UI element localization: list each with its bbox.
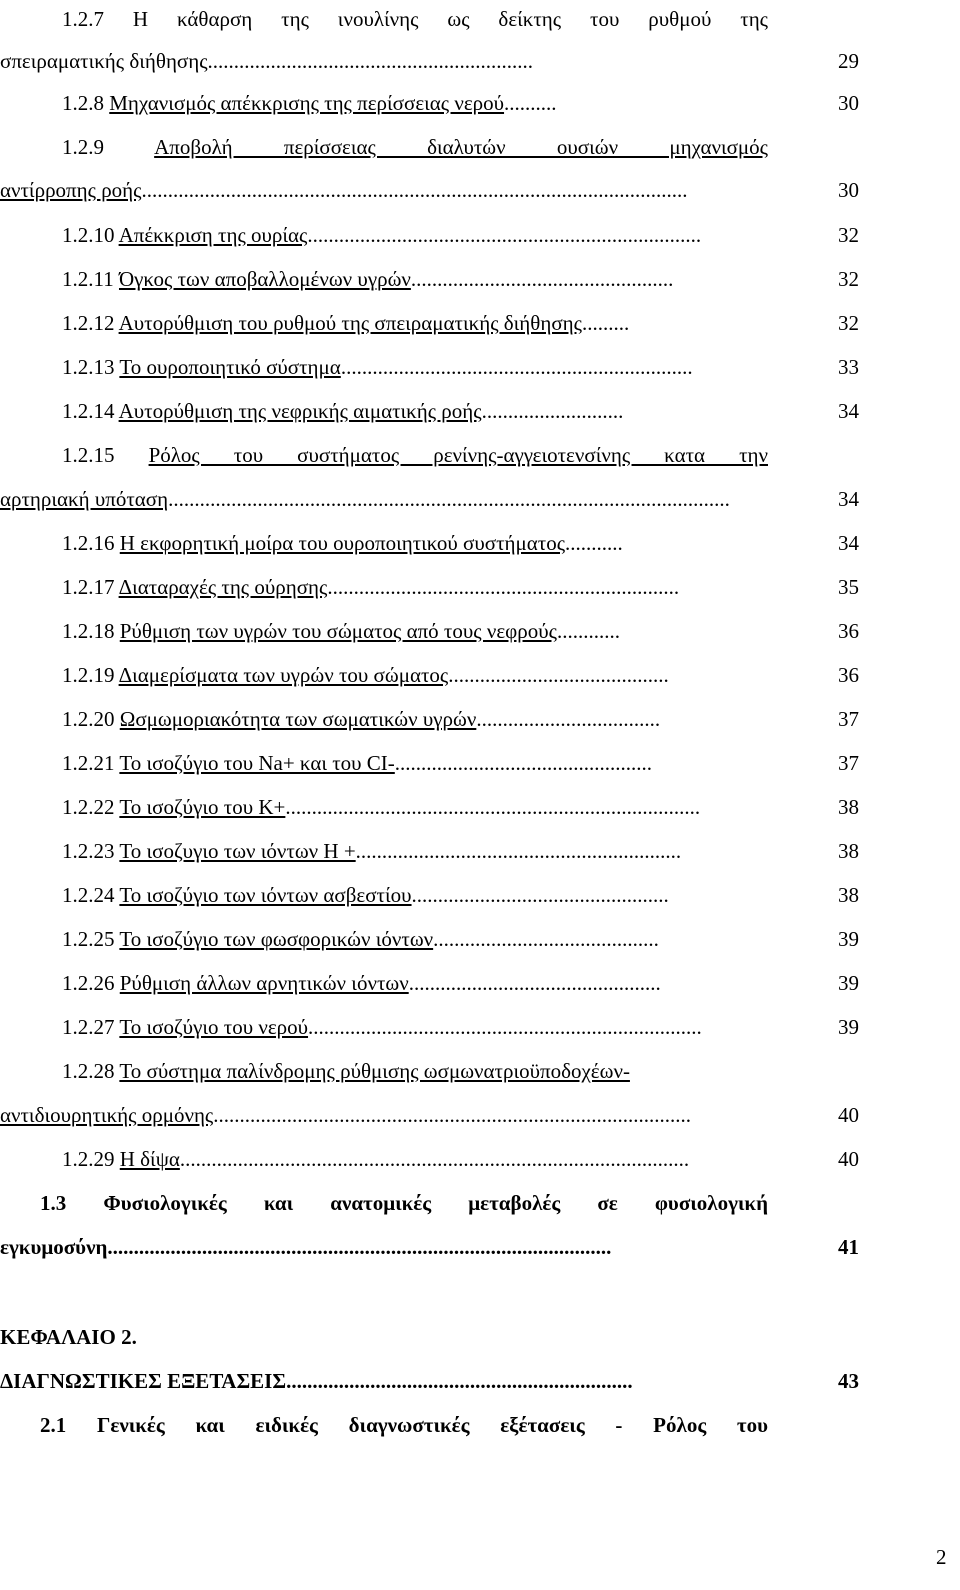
toc-entry-title: Η κάθαρση της ινουλίνης ως δείκτης του ρυθμού της [132, 7, 768, 31]
toc-entry-leader: ................................................ [408, 971, 661, 995]
toc-entry-text [0, 1056, 768, 1086]
toc-entry [0, 484, 960, 514]
toc-entry-number: 1.2.18 [62, 619, 115, 643]
toc-entry [0, 1410, 960, 1440]
toc-entry-text [0, 308, 768, 338]
toc-entry-page: 35 [838, 575, 859, 599]
toc-entry-title: Το ισοζύγιο των φωσφορικών ιόντων [119, 927, 434, 951]
toc-entry [0, 616, 960, 646]
toc-entry-number: 1.2.13 [62, 355, 115, 379]
toc-entry-title: εγκυμοσύνη [0, 1235, 108, 1259]
toc-entry-title: αρτηριακή υπόταση [0, 487, 169, 511]
toc-entry [0, 704, 960, 734]
toc-entry [0, 1100, 960, 1130]
toc-entry-leader: ................................................. [411, 883, 669, 907]
toc-entry-text [0, 924, 768, 954]
toc-entry-page: 32 [838, 311, 859, 335]
toc-entry-title: Φυσιολογικές και ανατομικές μεταβολές σε φυσιολογική [103, 1191, 768, 1215]
toc-entry [0, 88, 960, 118]
toc-entry-text [0, 1232, 768, 1262]
toc-entry-leader: ............................................................................... [285, 795, 701, 819]
toc-entry [0, 4, 960, 34]
toc-entry-page: 41 [838, 1235, 859, 1259]
toc-entry-page: 38 [838, 795, 859, 819]
toc-entry [0, 175, 960, 205]
toc-entry-title: Το ουροποιητικό σύστημα [119, 355, 341, 379]
toc-entry-text [0, 528, 768, 558]
toc-entry-text [0, 264, 768, 294]
toc-entry-number: 1.2.20 [62, 707, 115, 731]
toc-entry [0, 924, 960, 954]
toc-entry [0, 968, 960, 998]
toc-entry-page: 29 [838, 49, 859, 73]
toc-entry-leader: ......... [581, 311, 630, 335]
toc-entry [0, 748, 960, 778]
toc-entry [0, 1366, 960, 1396]
toc-entry-page: 39 [838, 971, 859, 995]
toc-entry-leader: .............................................................. [207, 49, 534, 73]
toc-entry-text [0, 88, 768, 118]
toc-entry-text [0, 1366, 768, 1396]
toc-entry-text [0, 1012, 768, 1042]
toc-entry-page: 43 [838, 1369, 859, 1393]
toc-entry-number: 1.2.28 [62, 1059, 115, 1083]
toc-entry-leader: ........................................................................................................ [141, 178, 688, 202]
toc-entry-leader: ................................................................... [340, 355, 693, 379]
toc-entry-leader: .................................................................. [286, 1369, 633, 1393]
toc-entry-text [0, 484, 768, 514]
toc-entry-number: 1.2.11 [62, 267, 114, 291]
toc-entry [0, 1144, 960, 1174]
toc-entry-title: Διαμερίσματα των υγρών του σώματος [118, 663, 449, 687]
toc-entry-page: 32 [838, 267, 859, 291]
toc-entry-title: αντιδιουρητικής ορμόνης [0, 1103, 214, 1127]
toc-entry [0, 308, 960, 338]
toc-entry-title: Το σύστημα παλίνδρομης ρύθμισης ωσμωνατριοϋποδοχέων- [119, 1059, 630, 1083]
toc-entry-number: 1.2.17 [62, 575, 115, 599]
toc-entry-leader: ................................................................................................. [179, 1147, 690, 1171]
toc-entry-title: Το ισοζύγιο των ιόντων ασβεστίου [119, 883, 412, 907]
toc-entry-page: 34 [838, 531, 859, 555]
toc-entry-text [0, 748, 768, 778]
toc-entry-number: 1.3 [40, 1191, 67, 1215]
toc-entry-page: 37 [838, 707, 859, 731]
toc-entry-text [0, 968, 768, 998]
toc-entry-text [0, 352, 768, 382]
toc-entry [0, 880, 960, 910]
toc-entry-title: Όγκος των αποβαλλομένων υγρών [118, 267, 411, 291]
toc-entry-leader: ........................................................................................................... [168, 487, 730, 511]
toc-entry-text [0, 220, 768, 250]
toc-entry-leader: ........................................... [433, 927, 659, 951]
toc-entry-page: 40 [838, 1147, 859, 1171]
toc-entry-number: 1.2.26 [62, 971, 115, 995]
toc-entry-leader: .......................................... [448, 663, 669, 687]
toc-entry-page: 30 [838, 91, 859, 115]
toc-entry-title: Αποβολή περίσσειας διαλυτών ουσιών μηχανισμός [154, 135, 768, 159]
toc-entry [0, 220, 960, 250]
toc-entry-title: Το ισοζύγιο του Na+ και του CI- [119, 751, 395, 775]
toc-entry-number: 1.2.23 [62, 839, 115, 863]
toc-entry [0, 132, 960, 162]
toc-entry-title: αντίρροπης ροής [0, 178, 142, 202]
toc-entry-text [0, 1410, 768, 1440]
toc-entry-leader: .............................................................. [355, 839, 682, 863]
toc-entry-number: 1.2.7 [62, 7, 104, 31]
toc-entry [0, 1056, 960, 1086]
toc-entry-page: 38 [838, 883, 859, 907]
toc-entry [0, 440, 960, 470]
toc-entry-page: 39 [838, 1015, 859, 1039]
toc-entry-number: 1.2.22 [62, 795, 115, 819]
toc-entry-text [0, 396, 768, 426]
toc-entry-text [0, 792, 768, 822]
toc-entry-text [0, 132, 768, 162]
toc-entry-leader: ........................................................................... [308, 1015, 702, 1039]
toc-entry [0, 352, 960, 382]
toc-entry [0, 1188, 960, 1218]
toc-entry [0, 660, 960, 690]
toc-entry-title: Αυτορύθμιση της νεφρικής αιματικής ροής [118, 399, 482, 423]
toc-entry-text [0, 836, 768, 866]
toc-entry-title: Το ισοζύγιο του Κ+ [119, 795, 286, 819]
toc-entry-leader: ........... [565, 531, 623, 555]
toc-entry [0, 1012, 960, 1042]
toc-entry [0, 1232, 960, 1262]
toc-entry-leader: ........................................................................................... [213, 1103, 691, 1127]
toc-entry-title: ΔΙΑΓΝΩΣΤΙΚΕΣ ΕΞΕΤΑΣΕΙΣ [0, 1369, 287, 1393]
toc-entry-page: 30 [838, 178, 859, 202]
toc-entry [0, 528, 960, 558]
toc-entry-text [0, 175, 768, 205]
toc-entry-text [0, 704, 768, 734]
toc-entry-page: 36 [838, 663, 859, 687]
toc-entry-title: Το ισοζύγιο του νερού [119, 1015, 309, 1039]
toc-entry-text [0, 1100, 768, 1130]
toc-entry-number: 1.2.29 [62, 1147, 115, 1171]
toc-entry-page: 33 [838, 355, 859, 379]
toc-entry-number: 1.2.16 [62, 531, 115, 555]
toc-entry-title: Μηχανισμός απέκκρισης της περίσσειας νερού [109, 91, 505, 115]
toc-entry-leader: .................................................. [410, 267, 674, 291]
toc-entry-page: 39 [838, 927, 859, 951]
toc-entry-number: 1.2.25 [62, 927, 115, 951]
toc-entry-title: ΚΕΦΑΛΑΙΟ 2. [0, 1325, 137, 1349]
toc-entry-title: Ρύθμιση των υγρών του σώματος από τους νεφρούς [119, 619, 557, 643]
toc-entry-title: σπειραματικής διήθησης [0, 49, 208, 73]
toc-entry-text [0, 46, 768, 76]
toc-entry-title: Γενικές και ειδικές διαγνωστικές εξέτασεις - Ρόλος του [97, 1413, 768, 1437]
toc-entry-title: Διαταραχές της ούρησης [118, 575, 328, 599]
toc-entry-text [0, 616, 768, 646]
toc-entry-leader: ............ [556, 619, 620, 643]
toc-entry-page: 38 [838, 839, 859, 863]
toc-entry-number: 1.2.14 [62, 399, 115, 423]
toc-entry-title: Η εκφορητική μοίρα του ουροποιητικού συστήματος [119, 531, 566, 555]
toc-entry-leader: ........................................................................... [307, 223, 702, 247]
toc-entry-text [0, 1322, 768, 1352]
toc-entry-title: Ρύθμιση άλλων αρνητικών ιόντων [119, 971, 409, 995]
toc-entry-text [0, 1188, 768, 1218]
toc-entry-leader: ................................... [476, 707, 661, 731]
toc-entry-page: 37 [838, 751, 859, 775]
toc-entry [0, 396, 960, 426]
toc-entry-leader: .......... [504, 91, 557, 115]
toc-entry-title: Ρόλος του συστήματος ρενίνης-αγγειοτενσίνης κατα την [148, 443, 768, 467]
toc-entry [0, 264, 960, 294]
toc-entry-page: 40 [838, 1103, 859, 1127]
toc-entry-number: 1.2.27 [62, 1015, 115, 1039]
toc-entry-number: 1.2.8 [62, 91, 104, 115]
page-number: 2 [936, 1545, 947, 1569]
toc-entry [0, 46, 960, 76]
toc-entry-page: 34 [838, 487, 859, 511]
toc-entry-number: 2.1 [40, 1413, 67, 1437]
toc-entry [0, 572, 960, 602]
toc-entry-number: 1.2.15 [62, 443, 115, 467]
toc-entry-number: 1.2.9 [62, 135, 104, 159]
toc-entry-text [0, 880, 768, 910]
toc-entry-title: Η δίψα [119, 1147, 180, 1171]
toc-entry [0, 1322, 960, 1352]
toc-entry-page: 36 [838, 619, 859, 643]
toc-entry-number: 1.2.21 [62, 751, 115, 775]
toc-entry-number: 1.2.10 [62, 223, 115, 247]
toc-entry-leader: ................................................................... [327, 575, 680, 599]
toc-entry-page: 32 [838, 223, 859, 247]
toc-entry-text [0, 440, 768, 470]
toc-entry-text [0, 1144, 768, 1174]
toc-entry [0, 792, 960, 822]
toc-entry-title: Ωσμωμοριακότητα των σωματικών υγρών [119, 707, 477, 731]
toc-entry-leader: ................................................. [394, 751, 653, 775]
toc-entry-leader: ................................................................................................ [107, 1235, 612, 1259]
toc-entry-page: 34 [838, 399, 859, 423]
toc-entry-title: Απέκκριση της ουρίας [118, 223, 308, 247]
toc-entry-title: Το ισοζυγιο των ιόντων Η + [119, 839, 356, 863]
toc-entry-text [0, 660, 768, 690]
toc-entry-text [0, 572, 768, 602]
toc-entry-text [0, 4, 768, 34]
toc-entry-number: 1.2.19 [62, 663, 115, 687]
toc-entry-leader: ........................... [481, 399, 624, 423]
toc-entry-number: 1.2.12 [62, 311, 115, 335]
toc-entry-number: 1.2.24 [62, 883, 115, 907]
toc-entry [0, 836, 960, 866]
toc-entry-title: Αυτορύθμιση του ρυθμού της σπειραματικής διήθησης [118, 311, 582, 335]
